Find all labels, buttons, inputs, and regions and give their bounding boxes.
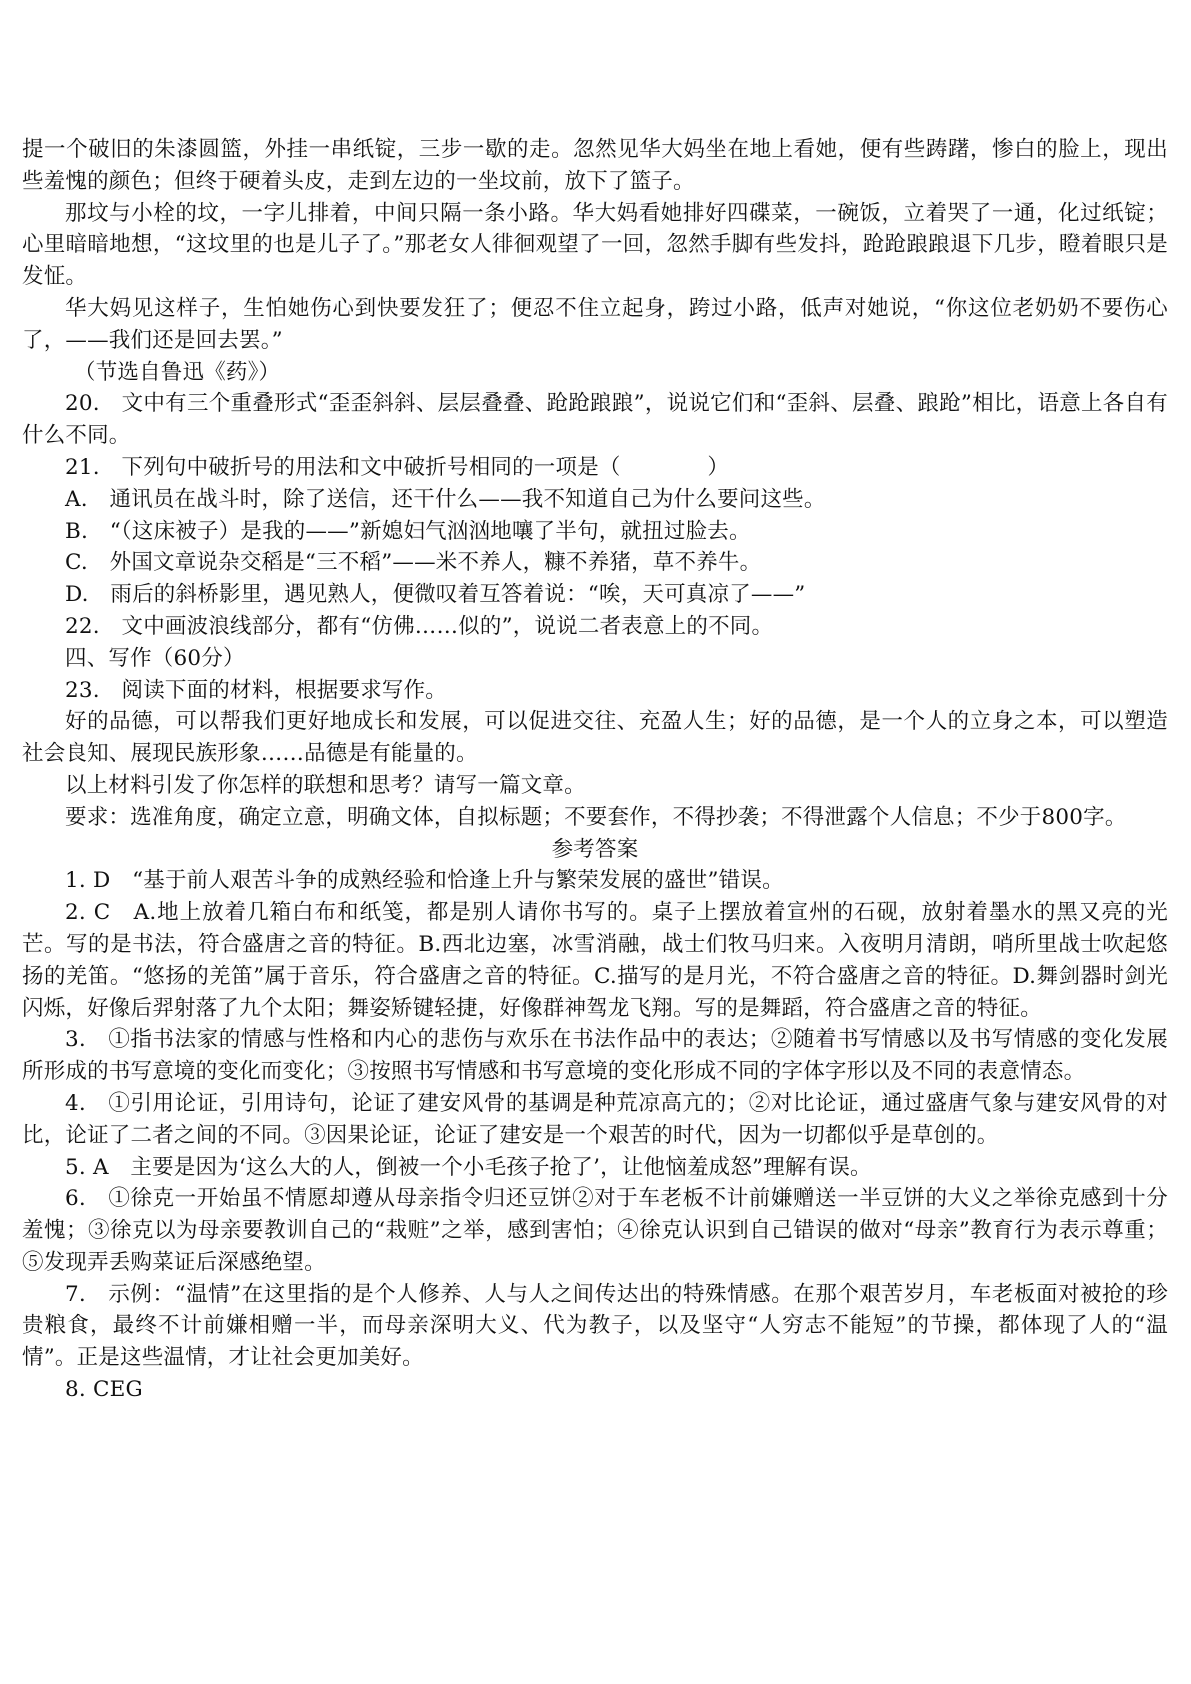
question-21-option-a: A. 通讯员在战斗时，除了送信，还干什么——我不知道自己为什么要问这些。	[65, 486, 826, 512]
answer-3: 3. ①指书法家的情感与性格和内心的悲伤与欢乐在书法作品中的表达；②随着书写情感以及书写情感的变化发展所形成的书写意境的变化而变化；③按照书写情感和书写意境的变化形成不同的字体字形以及不同的表意情态。	[22, 1027, 1168, 1085]
writing-section-heading: 四、写作（60分）	[65, 645, 245, 671]
answer-7: 7. 示例：“温情”在这里指的是个人修养、人与人之间传达出的特殊情感。在那个艰苦岁月，车老板面对被抢的珍贵粮食，最终不计前嫌相赠一半，而母亲深明大义、代为教子，以及坚守“人穷志不能短”的节操，都体现了人的“温情”。正是这些温情，才让社会更加美好。	[22, 1281, 1168, 1371]
answer-4: 4. ①引用论证，引用诗句，论证了建安风骨的基调是种荒凉高亢的；②对比论证，通过盛唐气象与建安风骨的对比，论证了二者之间的不同。③因果论证，论证了建安是一个艰苦的时代，因为一切都似乎是草创的。	[22, 1090, 1168, 1148]
answer-2: 2. C A.地上放着几箱白布和纸笺，都是别人请你书写的。桌子上摆放着宣州的石砚，放射着墨水的黑又亮的光芒。写的是书法，符合盛唐之音的特征。B.西北边塞，冰雪消融，战士们牧马归来。入夜明月清朗，哨所里战士吹起悠扬的羌笛。“悠扬的羌笛”属于音乐，符合盛唐之音的特征。C.描写的是月光，不符合盛唐之音的特征。D.舞剑器时剑光闪烁，好像后羿射落了九个太阳；舞姿矫键轻捷，好像群神驾龙飞翔。写的是舞蹈，符合盛唐之音的特征。	[22, 900, 1168, 1021]
answers-title: 参考答案	[551, 836, 639, 862]
question-21: 21. 下列句中破折号的用法和文中破折号相同的一项是（ ）	[65, 454, 730, 480]
question-20: 20. 文中有三个重叠形式“歪歪斜斜、层层叠叠、跄跄踉踉”，说说它们和“歪斜、层叠、踉跄”相比，语意上各自有什么不同。	[22, 391, 1168, 449]
passage-paragraph-3: 华大妈见这样子，生怕她伤心到快要发狂了；便忍不住立起身，跨过小路，低声对她说，“你这位老奶奶不要伤心了，——我们还是回去罢。”	[22, 295, 1168, 353]
passage-paragraph-2: 那坟与小栓的坟，一字儿排着，中间只隔一条小路。华大妈看她排好四碟菜，一碗饭，立着哭了一通，化过纸锭；心里暗暗地想，“这坟里的也是儿子了。”那老女人徘徊观望了一回，忽然手脚有些发抖，跄跄踉踉退下几步，瞪着眼只是发怔。	[22, 200, 1168, 290]
writing-prompt: 以上材料引发了你怎样的联想和思考？请写一篇文章。	[65, 772, 586, 798]
answer-5: 5. A 主要是因为‘这么大的人，倒被一个小毛孩子抢了’，让他恼羞成怒”理解有误。	[65, 1154, 872, 1180]
question-22: 22. 文中画波浪线部分，都有“仿佛……似的”，说说二者表意上的不同。	[65, 613, 774, 639]
question-21-option-c: C. 外国文章说杂交稻是“三不稻”——米不养人，糠不养猪，草不养牛。	[65, 550, 762, 576]
passage-paragraph-1: 提一个破旧的朱漆圆篮，外挂一串纸锭，三步一歇的走。忽然见华大妈坐在地上看她，便有些踌躇，惨白的脸上，现出些羞愧的颜色；但终于硬着头皮，走到左边的一坐坟前，放下了篮子。	[22, 137, 1168, 194]
answer-6: 6. ①徐克一开始虽不情愿却遵从母亲指令归还豆饼②对于车老板不计前嫌赠送一半豆饼的大义之举徐克感到十分羞愧；③徐克以为母亲要教训自己的“栽赃”之举，感到害怕；④徐克认识到自己错误的做对“母亲”教育行为表示尊重；⑤发现弄丢购菜证后深感绝望。	[22, 1186, 1168, 1275]
answer-1: 1. D “基于前人艰苦斗争的成熟经验和恰逢上升与繁荣发展的盛世”错误。	[65, 868, 784, 894]
answer-8: 8. CEG	[65, 1377, 143, 1403]
question-21-option-b: B. “（这床被子）是我的——”新媳妇气汹汹地嚷了半句，就扭过脸去。	[65, 518, 751, 544]
question-23: 23. 阅读下面的材料，根据要求写作。	[65, 677, 447, 703]
document-page	[22, 134, 1168, 1406]
writing-material: 好的品德，可以帮我们更好地成长和发展，可以促进交往、充盈人生；好的品德，是一个人的立身之本，可以塑造社会良知、展现民族形象……品德是有能量的。	[22, 709, 1168, 767]
writing-requirements: 要求：选准角度，确定立意，明确文体，自拟标题；不要套作，不得抄袭；不得泄露个人信息；不少于800字。	[65, 804, 1127, 830]
question-21-option-d: D. 雨后的斜桥影里，遇见熟人，便微叹着互答着说：“唉，天可真凉了——”	[65, 582, 806, 608]
passage-source: （节选自鲁迅《药》）	[74, 359, 281, 385]
